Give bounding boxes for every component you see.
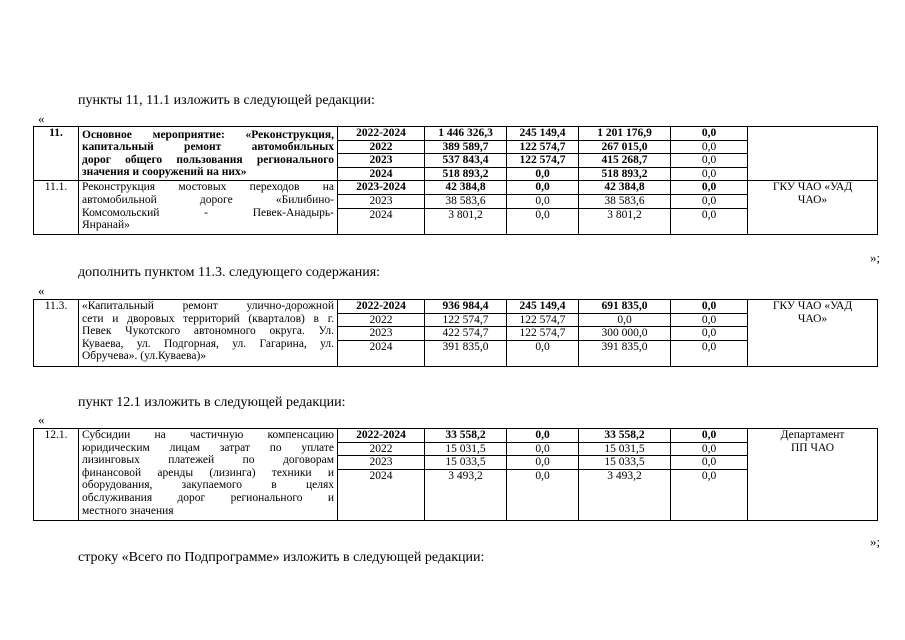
table-row <box>34 127 878 141</box>
item-number: 11. <box>34 127 79 181</box>
table-row: 2022 389 589,7 122 574,7 267 015,0 0,0 <box>34 140 878 154</box>
item-number: 11.1. <box>34 181 79 234</box>
item-number: 11.3. <box>34 300 79 367</box>
close-quote-1: »; <box>870 250 881 265</box>
table-row: 11.3. «Капитальный ремонт улично-дорожной сети и дворовых территорий (кварталов) в г. Певек Чукотского автономного округа. Ул. Кувaева, ул. Подгорная, ул. Гагарина, ул. Обручева». (ул.Кувaева)» 2022-2024 936 984,4 245 149,4 691 835,0 0,0 ГКУ ЧАО «УАД ЧАО» <box>34 300 878 314</box>
paragraph-1: пункты 11, 11.1 изложить в следующей редакции: <box>78 93 375 108</box>
period-cell: 2022-2024 <box>338 127 425 141</box>
table-row: 2023 38 583,6 0,0 38 583,6 0,0 <box>34 194 878 208</box>
table-row: 2023 422 574,7 122 574,7 300 000,0 0,0 <box>34 327 878 341</box>
open-quote-1: « <box>38 111 45 126</box>
table-row: 2022 122 574,7 122 574,7 0,0 0,0 <box>34 313 878 327</box>
table-row: 2024 3 801,2 0,0 3 801,2 0,0 <box>34 208 878 234</box>
budget-cell: 245 149,4 <box>507 127 579 141</box>
table-row: 2023 15 033,5 0,0 15 033,5 0,0 <box>34 456 878 470</box>
table-row: 2022 15 031,5 0,0 15 031,5 0,0 <box>34 442 878 456</box>
executor-cell: ГКУ ЧАО «УАД ЧАО» <box>748 300 878 367</box>
paragraph-4: строку «Всего по Подпрограмме» изложить в следующей редакции: <box>78 550 485 565</box>
open-quote-3: « <box>38 412 45 427</box>
executor-cell <box>748 127 878 181</box>
item-number: 12.1. <box>34 429 79 521</box>
table-row: 2023 537 843,4 122 574,7 415 268,7 0,0 <box>34 154 878 168</box>
other-cell: 0,0 <box>671 127 748 141</box>
executor-cell: Департамент ПП ЧАО <box>748 429 878 521</box>
table-row: 11.1. Реконструкция мостовых переходов на автомобильной дороге «Билибино- Комсомольский - Певек-Анадырь- Янранай» 2023-2024 42 384,8 0,0 42 384,8 0,0 ГКУ ЧАО «УАД ЧАО» <box>34 181 878 195</box>
item-name: Реконструкция мостовых переходов на автомобильной дороге «Билибино- Комсомольский - Певек-Анадырь- Янранай» <box>79 181 338 234</box>
regional-cell: 1 201 176,9 <box>579 127 671 141</box>
table-row: 2024 518 893,2 0,0 518 893,2 0,0 <box>34 167 878 181</box>
table-item-12-1 <box>33 428 878 521</box>
total-cell: 1 446 326,3 <box>425 127 507 141</box>
close-quote-3: »; <box>870 534 881 549</box>
item-name: «Капитальный ремонт улично-дорожной сети и дворовых территорий (кварталов) в г. Певек Чукотского автономного округа. Ул. Кувaева, ул. Подгорная, ул. Гагарина, ул. Обручева». (ул.Кувaева)» <box>79 300 338 367</box>
table-row: 12.1. Субсидии на частичную компенсацию юридическим лицам затрат по уплате лизинговых платежей по договорам финансовой аренды (лизинга) техники и оборудования, закупаемого в целях обслуживания дорог регионального и местного значения 2022-2024 33 558,2 0,0 33 558,2 0,0 Департамент ПП ЧАО <box>34 429 878 443</box>
table-item-11-3 <box>33 299 878 367</box>
paragraph-3: пункт 12.1 изложить в следующей редакции: <box>78 395 346 410</box>
item-name: Субсидии на частичную компенсацию юридическим лицам затрат по уплате лизинговых платежей по договорам финансовой аренды (лизинга) техники и оборудования, закупаемого в целях обслуживания дорог регионального и местного значения <box>79 429 338 521</box>
item-name: Основное мероприятие: «Реконструкция, капитальный ремонт автомобильных дорог общего пользования регионального значения и сооружений на них» <box>79 127 338 181</box>
table-row: 2024 391 835,0 0,0 391 835,0 0,0 <box>34 340 878 366</box>
paragraph-2: дополнить пунктом 11.3. следующего содержания: <box>78 265 381 280</box>
table-row: 2024 3 493,2 0,0 3 493,2 0,0 <box>34 469 878 520</box>
executor-cell: ГКУ ЧАО «УАД ЧАО» <box>748 181 878 234</box>
open-quote-2: « <box>38 283 45 298</box>
table-items-11 <box>33 126 878 235</box>
